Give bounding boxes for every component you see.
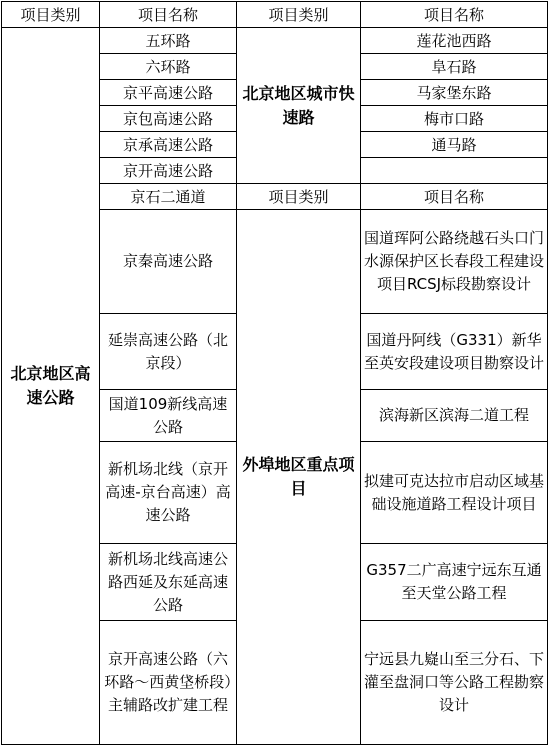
header-category-2: 项目类别: [237, 2, 361, 28]
project-name: 京平高速公路: [100, 80, 237, 106]
project-name: 新机场北线（京开高速-京台高速）高速公路: [100, 442, 237, 544]
project-name: 新机场北线高速公路西延及东延高速公路: [100, 544, 237, 621]
project-name: 通马路: [361, 132, 548, 158]
project-name: 马家堡东路: [361, 80, 548, 106]
project-name: 延崇高速公路（北京段）: [100, 314, 237, 390]
category-beijing-expressway: 北京地区城市快速路: [237, 28, 361, 184]
project-name: 京开高速公路: [100, 158, 237, 184]
project-name: 莲花池西路: [361, 28, 548, 54]
project-name: 六环路: [100, 54, 237, 80]
header-category-1: 项目类别: [2, 2, 100, 28]
category-outside-key-projects: 外埠地区重点项目: [237, 210, 361, 745]
project-name: 梅市口路: [361, 106, 548, 132]
project-name: 阜石路: [361, 54, 548, 80]
project-name: 京开高速公路（六环路～西黄垡桥段）主辅路改扩建工程: [100, 621, 237, 745]
project-table: [1, 1, 548, 745]
project-name: 滨海新区滨海二道工程: [361, 390, 548, 442]
subheader-category: 项目类别: [237, 184, 361, 210]
subheader-name: 项目名称: [361, 184, 548, 210]
project-name: G357二广高速宁远东互通至天堂公路工程: [361, 544, 548, 621]
project-name: 五环路: [100, 28, 237, 54]
category-beijing-highway: 北京地区高速公路: [2, 28, 100, 745]
project-name: 国道珲阿公路绕越石头口门水源保护区长春段工程建设项目RCSJ标段勘察设计: [361, 210, 548, 314]
project-name: 京承高速公路: [100, 132, 237, 158]
project-name: 拟建可克达拉市启动区域基础设施道路工程设计项目: [361, 442, 548, 544]
project-name: 国道丹阿线（G331）新华至英安段建设项目勘察设计: [361, 314, 548, 390]
project-name: 国道109新线高速公路: [100, 390, 237, 442]
table-row: [2, 28, 548, 54]
project-name: 京包高速公路: [100, 106, 237, 132]
project-name: 京石二通道: [100, 184, 237, 210]
project-name: 京秦高速公路: [100, 210, 237, 314]
project-name: 宁远县九嶷山至三分石、下灌至盘洞口等公路工程勘察设计: [361, 621, 548, 745]
header-name-1: 项目名称: [100, 2, 237, 28]
project-name: [361, 158, 548, 184]
header-row: [2, 2, 548, 28]
header-name-2: 项目名称: [361, 2, 548, 28]
